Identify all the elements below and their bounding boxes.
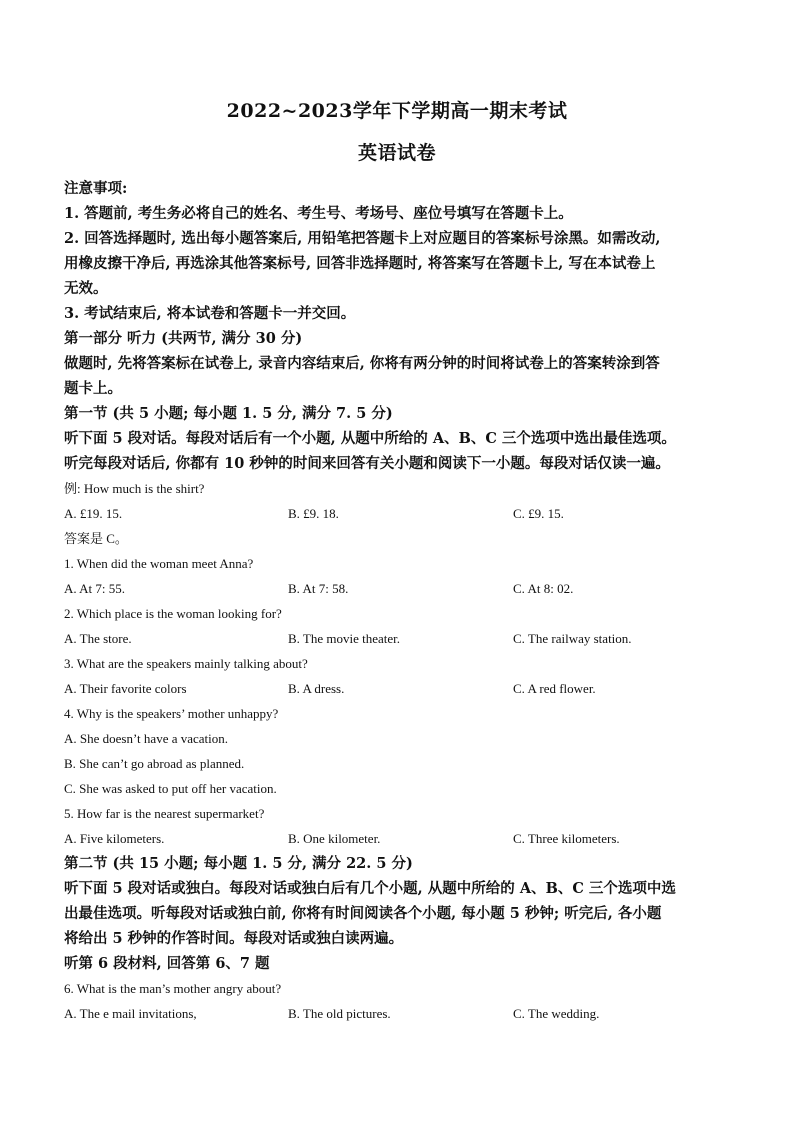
notice-item-2-line-3: 无效。: [64, 280, 108, 297]
option-a: A. At 7: 55.: [64, 581, 126, 596]
option-a: A. The store.: [64, 631, 132, 646]
material-6-heading: 听第 6 段材料, 回答第 6、7 题: [64, 955, 270, 972]
option-c: C. The railway station.: [513, 631, 632, 646]
option-a: A. Five kilometers.: [64, 831, 165, 846]
notice-item-1: 1. 答题前, 考生务必将自己的姓名、考生号、考场号、座位号填写在答题卡上。: [64, 205, 573, 222]
notice-item-2-line-2: 用橡皮擦干净后, 再选涂其他答案标号, 回答非选择题时, 将答案写在答题卡上, 写在本试卷上: [64, 255, 656, 272]
example-answer: 答案是 C。: [64, 531, 128, 546]
question-6-options: [64, 1001, 732, 1026]
question-1: 1. When did the woman meet Anna?: [64, 556, 254, 571]
notice-item-2-line-1: 2. 回答选择题时, 选出每小题答案后, 用铅笔把答题卡上对应题目的答案标号涂黑。如需改动,: [64, 230, 661, 247]
question-5: 5. How far is the nearest supermarket?: [64, 806, 265, 821]
question-2-options: [64, 626, 732, 651]
option-a: A. £19. 15.: [64, 506, 123, 521]
question-4-option-b: B. She can’t go abroad as planned.: [64, 756, 245, 771]
part1-heading: 第一部分 听力 (共两节, 满分 30 分): [64, 330, 303, 347]
option-a: A. The e mail invitations,: [64, 1006, 197, 1021]
question-4-option-a: A. She doesn’t have a vacation.: [64, 731, 229, 746]
question-3: 3. What are the speakers mainly talking about?: [64, 656, 308, 671]
option-b: B. At 7: 58.: [288, 581, 349, 596]
part1-instruction-line-2: 题卡上。: [64, 380, 122, 397]
section1-instruction-line-1: 听下面 5 段对话。每段对话后有一个小题, 从题中所给的 A、B、C 三个选项中选出最佳选项。: [64, 430, 676, 447]
option-b: B. A dress.: [288, 681, 345, 696]
exam-content: [64, 176, 732, 1026]
option-b: B. The movie theater.: [288, 631, 401, 646]
part1-instruction-line-1: 做题时, 先将答案标在试卷上, 录音内容结束后, 你将有两分钟的时间将试卷上的答案转涂到答: [64, 355, 660, 372]
question-1-options: [64, 576, 732, 601]
section2-heading: 第二节 (共 15 小题; 每小题 1. 5 分, 满分 22. 5 分): [64, 855, 413, 872]
question-4-option-c: C. She was asked to put off her vacation.: [64, 781, 277, 796]
section1-heading: 第一节 (共 5 小题; 每小题 1. 5 分, 满分 7. 5 分): [64, 405, 393, 422]
page-subtitle: 英语试卷: [357, 142, 436, 164]
example-options: [64, 501, 732, 526]
section2-instruction-line-1: 听下面 5 段对话或独白。每段对话或独白后有几个小题, 从题中所给的 A、B、C 三个选项中选: [64, 880, 676, 897]
question-3-options: [64, 676, 732, 701]
question-2: 2. Which place is the woman looking for?: [64, 606, 282, 621]
page-title: 2022~2023学年下学期高一期末考试: [226, 100, 568, 122]
option-c: C. At 8: 02.: [513, 581, 574, 596]
section1-instruction-line-2: 听完每段对话后, 你都有 10 秒钟的时间来回答有关小题和阅读下一小题。每段对话仅读一遍。: [64, 455, 670, 472]
option-c: C. The wedding.: [513, 1006, 600, 1021]
section2-instruction-line-3: 将给出 5 秒钟的作答时间。每段对话或独白读两遍。: [64, 930, 404, 947]
option-a: A. Their favorite colors: [64, 681, 187, 696]
section2-instruction-line-2: 出最佳选项。听每段对话或独白前, 你将有时间阅读各个小题, 每小题 5 秒钟; 听完后, 各小题: [64, 905, 662, 922]
option-c: C. £9. 15.: [513, 506, 564, 521]
option-b: B. One kilometer.: [288, 831, 381, 846]
option-c: C. Three kilometers.: [513, 831, 620, 846]
option-b: B. £9. 18.: [288, 506, 339, 521]
question-6: 6. What is the man’s mother angry about?: [64, 981, 282, 996]
option-c: C. A red flower.: [513, 681, 596, 696]
example-question: 例: How much is the shirt?: [64, 481, 205, 496]
option-b: B. The old pictures.: [288, 1006, 391, 1021]
question-5-options: [64, 826, 732, 851]
notice-heading: 注意事项:: [64, 180, 128, 197]
question-4: 4. Why is the speakers’ mother unhappy?: [64, 706, 279, 721]
notice-item-3: 3. 考试结束后, 将本试卷和答题卡一并交回。: [64, 305, 356, 322]
